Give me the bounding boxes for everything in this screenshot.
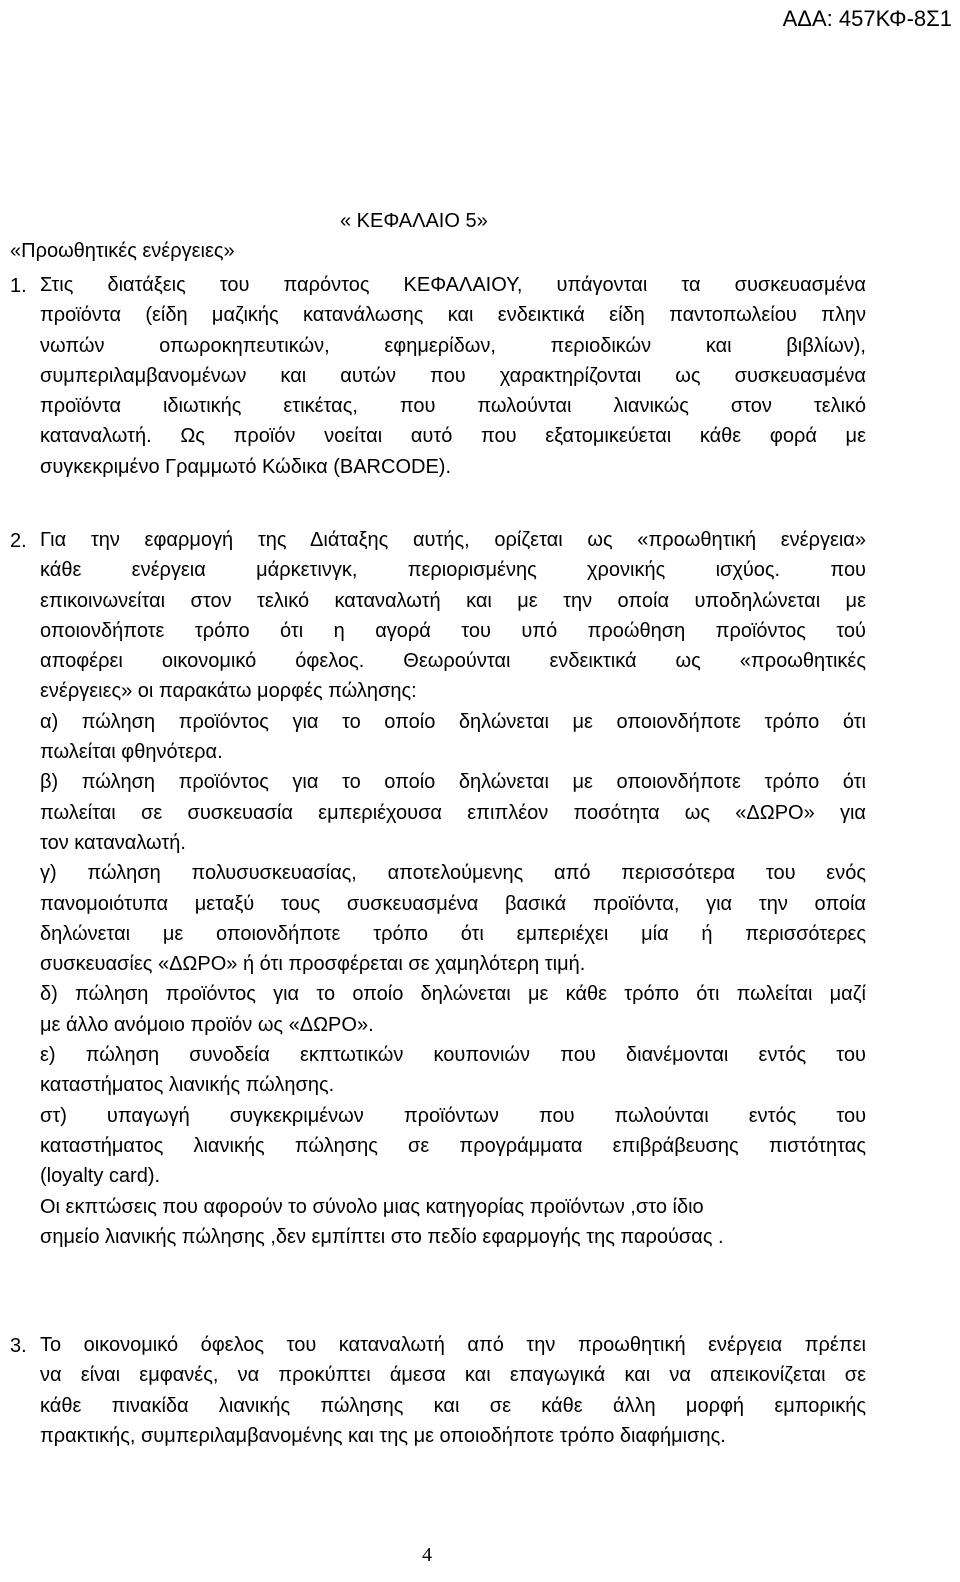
chapter-subtitle: «Προωθητικές ενέργειες» — [10, 240, 235, 262]
paragraph-line: συγκεκριμένο Γραμμωτό Κώδικα (BARCODE). — [40, 455, 451, 478]
page-number: 4 — [422, 1544, 432, 1566]
list-item-c: γ) πώληση πολυσυσκευασίας, αποτελούμενης από περισσότερα του ενός — [40, 862, 866, 885]
list-item-a: α) πώληση προϊόντος για το οποίο δηλώνεται με οποιονδήποτε τρόπο ότι — [40, 710, 866, 733]
paragraph-line: κάθε πινακίδα λιανικής πώλησης και σε κάθε άλλη μορφή εμπορικής — [40, 1394, 866, 1417]
paragraph-line: με άλλο ανόμοιο προϊόν ως «ΔΩΡΟ». — [40, 1013, 374, 1036]
paragraph-line: δηλώνεται με οποιονδήποτε τρόπο ότι εμπεριέχει μία ή περισσότερες — [40, 922, 866, 945]
paragraph-line: προϊόντα (είδη μαζικής κατανάλωσης και ενδεικτικά είδη παντοπωλείου πλην — [40, 304, 866, 327]
paragraph-line: Οι εκπτώσεις που αφορούν το σύνολο μιας κατηγορίας προϊόντων ,στο ίδιο — [40, 1195, 704, 1218]
list-item-d: δ) πώληση προϊόντος για το οποίο δηλώνεται με κάθε τρόπο ότι πωλείται μαζί — [40, 983, 866, 1006]
section-3-number: 3. — [10, 1335, 27, 1357]
paragraph-line: επικοινωνείται στον τελικό καταναλωτή και με την οποία υποδηλώνεται με — [40, 589, 866, 612]
ada-code: ΑΔΑ: 457ΚΦ-8Σ1 — [782, 6, 952, 31]
paragraph-line: προϊόντα ιδιωτικής ετικέτας, που πωλούνται λιανικώς στον τελικό — [40, 395, 866, 418]
section-3 — [40, 1330, 866, 1451]
section-1-number: 1. — [10, 275, 27, 297]
section-2-number: 2. — [10, 530, 27, 552]
paragraph-line: αποφέρει οικονομικό όφελος. Θεωρούνται ενδεικτικά ως «προωθητικές — [40, 650, 866, 673]
paragraph-line: νωπών οπωροκηπευτικών, εφημερίδων, περιοδικών και βιβλίων), — [40, 334, 866, 357]
paragraph-line: καταστήματος λιανικής πώλησης σε προγράμματα επιβράβευσης πιστότητας — [40, 1134, 866, 1157]
paragraph-line: κάθε ενέργεια μάρκετινγκ, περιορισμένης χρονικής ισχύος. που — [40, 559, 866, 582]
paragraph-line: τον καταναλωτή. — [40, 831, 186, 854]
section-2 — [40, 525, 866, 1252]
paragraph-line: να είναι εμφανές, να προκύπτει άμεσα και επαγωγικά και να απεικονίζεται σε — [40, 1364, 866, 1387]
paragraph-line: ενέργειες» οι παρακάτω μορφές πώλησης: — [40, 680, 417, 703]
list-item-b: β) πώληση προϊόντος για το οποίο δηλώνεται με οποιονδήποτε τρόπο ότι — [40, 771, 866, 794]
list-item-e: ε) πώληση συνοδεία εκπτωτικών κουπονιών που διανέμονται εντός του — [40, 1044, 866, 1067]
paragraph-line: συσκευασίες «ΔΩΡΟ» ή ότι προσφέρεται σε χαμηλότερη τιμή. — [40, 953, 586, 976]
paragraph-line: καταστήματος λιανικής πώλησης. — [40, 1074, 335, 1097]
list-item-st: στ) υπαγωγή συγκεκριμένων προϊόντων που πωλούνται εντός του — [40, 1104, 866, 1127]
paragraph-line: πωλείται σε συσκευασία εμπεριέχουσα επιπλέον ποσότητα ως «ΔΩΡΟ» για — [40, 801, 866, 824]
paragraph-line: πωλείται φθηνότερα. — [40, 741, 223, 764]
paragraph-line: Το οικονομικό όφελος του καταναλωτή από την προωθητική ενέργεια πρέπει — [40, 1334, 866, 1356]
paragraph-line: (loyalty card). — [40, 1165, 161, 1188]
paragraph-line: πρακτικής, συμπεριλαμβανομένης και της με οποιοδήποτε τρόπο διαφήμισης. — [40, 1424, 726, 1447]
paragraph-line: συμπεριλαμβανομένων και αυτών που χαρακτηρίζονται ως συσκευασμένα — [40, 364, 866, 387]
paragraph-line: Στις διατάξεις του παρόντος ΚΕΦΑΛΑΙΟΥ, υπάγονται τα συσκευασμένα — [40, 274, 866, 296]
chapter-title: « ΚΕΦΑΛΑΙΟ 5» — [340, 210, 488, 232]
section-1 — [40, 270, 866, 482]
paragraph-line: Για την εφαρμογή της Διάταξης αυτής, ορίζεται ως «προωθητική ενέργεια» — [40, 529, 866, 551]
paragraph-line: σημείο λιανικής πώλησης ,δεν εμπίπτει στο πεδίο εφαρμογής της παρούσας . — [40, 1225, 724, 1248]
paragraph-line: πανομοιότυπα μεταξύ τους συσκευασμένα βασικά προϊόντα, για την οποία — [40, 892, 866, 915]
paragraph-line: καταναλωτή. Ως προϊόν νοείται αυτό που εξατομικεύεται κάθε φορά με — [40, 425, 866, 448]
paragraph-line: οποιονδήποτε τρόπο ότι η αγορά του υπό προώθηση προϊόντος τού — [40, 619, 866, 642]
